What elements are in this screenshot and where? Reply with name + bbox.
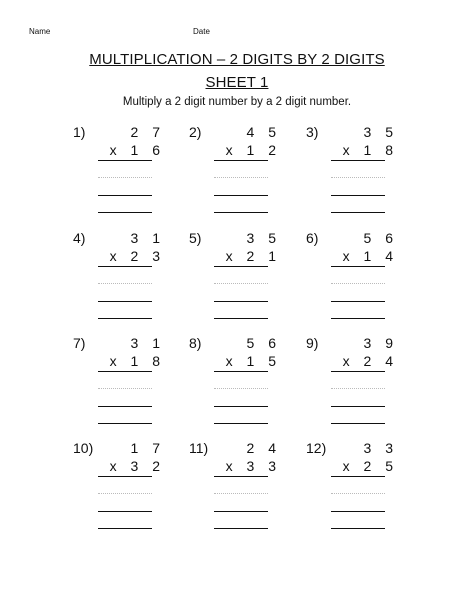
problem-number: 10) [73, 440, 94, 456]
multiplicand: 1 7 [130, 440, 165, 456]
multiplicand: 4 5 [246, 124, 281, 140]
problem-number: 7) [73, 335, 86, 351]
work-line [98, 493, 152, 494]
product-line [331, 266, 385, 267]
product-line [98, 266, 152, 267]
answer-line [214, 528, 268, 529]
multiplicand: 5 6 [246, 335, 281, 351]
product-line [331, 160, 385, 161]
problem-number: 3) [306, 124, 319, 140]
product-line [331, 371, 385, 372]
multiplicand: 3 3 [363, 440, 398, 456]
problem-9 [306, 335, 406, 425]
answer-line [331, 423, 385, 424]
answer-line [214, 195, 268, 196]
problem-1 [73, 124, 173, 214]
answer-line [98, 511, 152, 512]
multiplier: x 2 4 [342, 353, 398, 369]
problem-number: 11) [189, 440, 209, 456]
problem-2 [189, 124, 289, 214]
multiplicand: 3 1 [130, 335, 165, 351]
multiplicand: 3 1 [130, 230, 165, 246]
answer-line [214, 423, 268, 424]
answer-line [331, 406, 385, 407]
work-line [214, 177, 268, 178]
answer-line [98, 195, 152, 196]
answer-line [214, 318, 268, 319]
work-line [214, 493, 268, 494]
answer-line [331, 195, 385, 196]
product-line [98, 476, 152, 477]
multiplier: x 2 3 [109, 248, 165, 264]
answer-line [98, 212, 152, 213]
date-label: Date [193, 27, 210, 36]
answer-line [214, 301, 268, 302]
product-line [214, 371, 268, 372]
multiplier: x 1 8 [342, 142, 398, 158]
worksheet-title: MULTIPLICATION – 2 DIGITS BY 2 DIGITS [89, 51, 385, 68]
answer-line [331, 528, 385, 529]
answer-line [214, 406, 268, 407]
problem-7 [73, 335, 173, 425]
multiplicand: 2 4 [246, 440, 281, 456]
problem-6 [306, 230, 406, 320]
work-line [98, 177, 152, 178]
problem-8 [189, 335, 289, 425]
multiplier: x 2 5 [342, 458, 398, 474]
multiplier: x 3 3 [225, 458, 281, 474]
work-line [331, 493, 385, 494]
work-line [331, 283, 385, 284]
multiplier: x 1 5 [225, 353, 281, 369]
problem-12 [306, 440, 406, 530]
multiplier: x 2 1 [225, 248, 281, 264]
answer-line [98, 318, 152, 319]
product-line [98, 160, 152, 161]
problem-number: 12) [306, 440, 327, 456]
problem-number: 9) [306, 335, 319, 351]
problem-10 [73, 440, 173, 530]
product-line [214, 476, 268, 477]
problem-5 [189, 230, 289, 320]
answer-line [98, 301, 152, 302]
work-line [214, 283, 268, 284]
answer-line [214, 212, 268, 213]
work-line [98, 283, 152, 284]
multiplicand: 5 6 [363, 230, 398, 246]
multiplicand: 3 5 [246, 230, 281, 246]
multiplicand: 3 9 [363, 335, 398, 351]
work-line [98, 388, 152, 389]
problem-number: 1) [73, 124, 86, 140]
work-line [214, 388, 268, 389]
multiplier: x 3 2 [109, 458, 165, 474]
multiplicand: 3 5 [363, 124, 398, 140]
work-line [331, 177, 385, 178]
multiplier: x 1 2 [225, 142, 281, 158]
answer-line [98, 528, 152, 529]
problem-11 [189, 440, 289, 530]
answer-line [331, 318, 385, 319]
product-line [331, 476, 385, 477]
problem-number: 5) [189, 230, 202, 246]
product-line [214, 160, 268, 161]
problem-number: 2) [189, 124, 202, 140]
answer-line [214, 511, 268, 512]
problem-number: 6) [306, 230, 319, 246]
answer-line [331, 301, 385, 302]
answer-line [331, 511, 385, 512]
answer-line [331, 212, 385, 213]
product-line [214, 266, 268, 267]
multiplier: x 1 8 [109, 353, 165, 369]
answer-line [98, 406, 152, 407]
multiplier: x 1 6 [109, 142, 165, 158]
product-line [98, 371, 152, 372]
sheet-label: SHEET 1 [205, 74, 269, 91]
multiplier: x 1 4 [342, 248, 398, 264]
work-line [331, 388, 385, 389]
answer-line [98, 423, 152, 424]
problem-3 [306, 124, 406, 214]
name-label: Name [29, 27, 51, 36]
multiplicand: 2 7 [130, 124, 165, 140]
problem-4 [73, 230, 173, 320]
instructions: Multiply a 2 digit number by a 2 digit number. [122, 96, 352, 108]
problem-number: 4) [73, 230, 86, 246]
problem-number: 8) [189, 335, 202, 351]
